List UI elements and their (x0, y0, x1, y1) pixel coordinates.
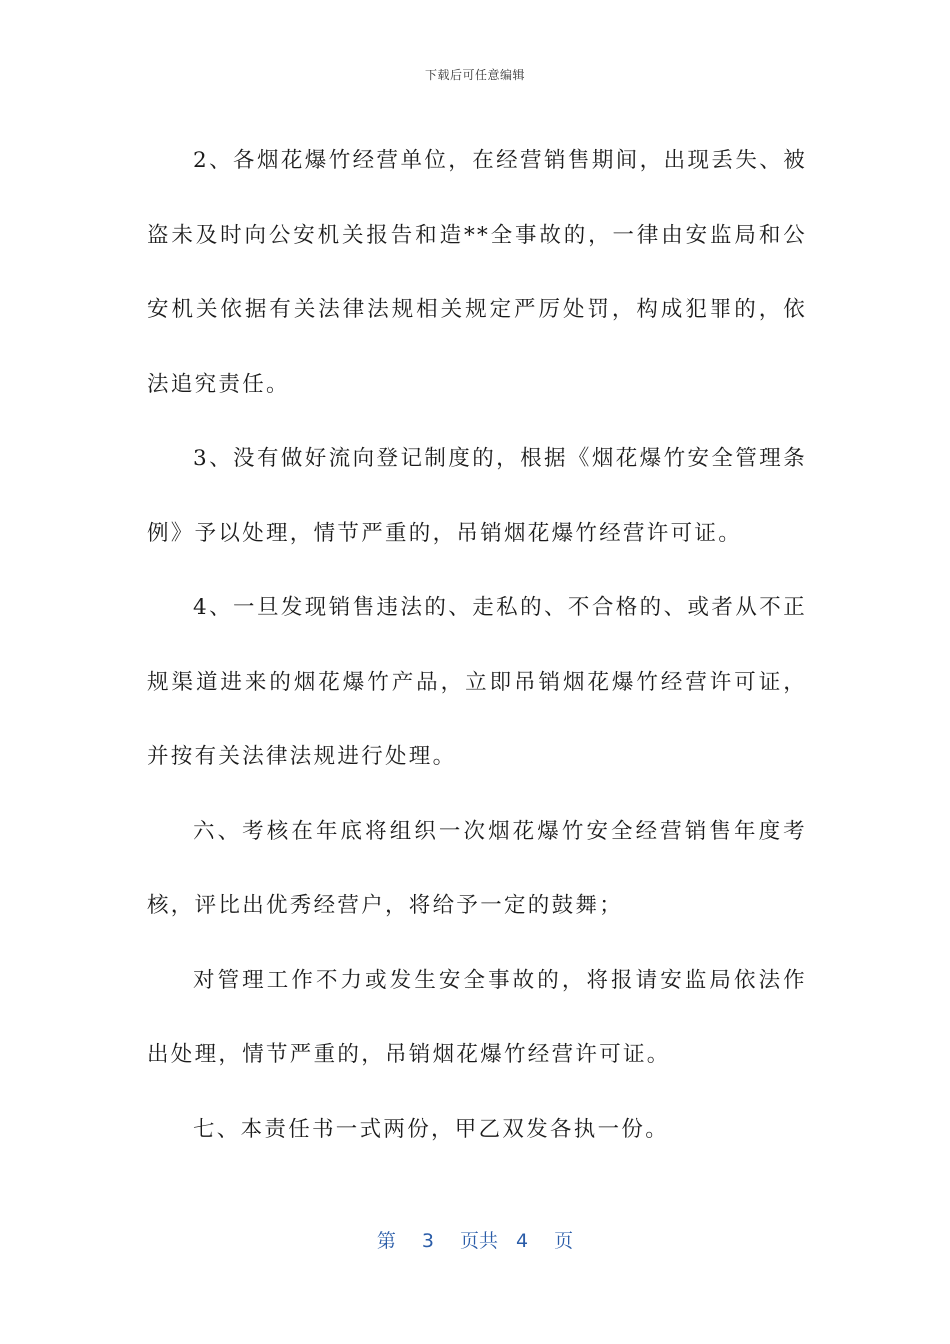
page-footer (0, 1226, 950, 1253)
footer-middle: 页共 (459, 1230, 498, 1252)
footer-current-page: 3 (421, 1230, 434, 1252)
footer-total-pages: 4 (516, 1230, 529, 1252)
paragraph-item-3: 3、没有做好流向登记制度的，根据《烟花爆竹安全管理条例》予以处理，情节严重的，吊销烟花爆竹经营许可证。 (147, 446, 807, 546)
paragraph-item-2: 2、各烟花爆竹经营单位，在经营销售期间，出现丢失、被盗未及时向公安机关报告和造**全事故的，一律由安监局和公安机关依据有关法律法规相关规定严厉处罚，构成犯罪的，依法追究责任。 (147, 148, 807, 397)
document-body (147, 124, 807, 1167)
page-header: 下载后可任意编辑 (424, 68, 525, 82)
paragraph-item-4: 4、一旦发现销售违法的、走私的、不合格的、或者从不正规渠道进来的烟花爆竹产品，立即吊销烟花爆竹经营许可证，并按有关法律法规进行处理。 (147, 595, 807, 769)
footer-suffix: 页 (554, 1230, 574, 1252)
paragraph-section-6-cont: 对管理工作不力或发生安全事故的，将报请安监局依法作出处理，情节严重的，吊销烟花爆竹经营许可证。 (147, 967, 807, 1067)
footer-prefix: 第 (376, 1230, 396, 1252)
paragraph-section-6: 六、考核在年底将组织一次烟花爆竹安全经营销售年度考核，评比出优秀经营户，将给予一定的鼓舞； (147, 818, 807, 918)
paragraph-section-7: 七、本责任书一式两份，甲乙双发各执一份。 (193, 1116, 670, 1142)
